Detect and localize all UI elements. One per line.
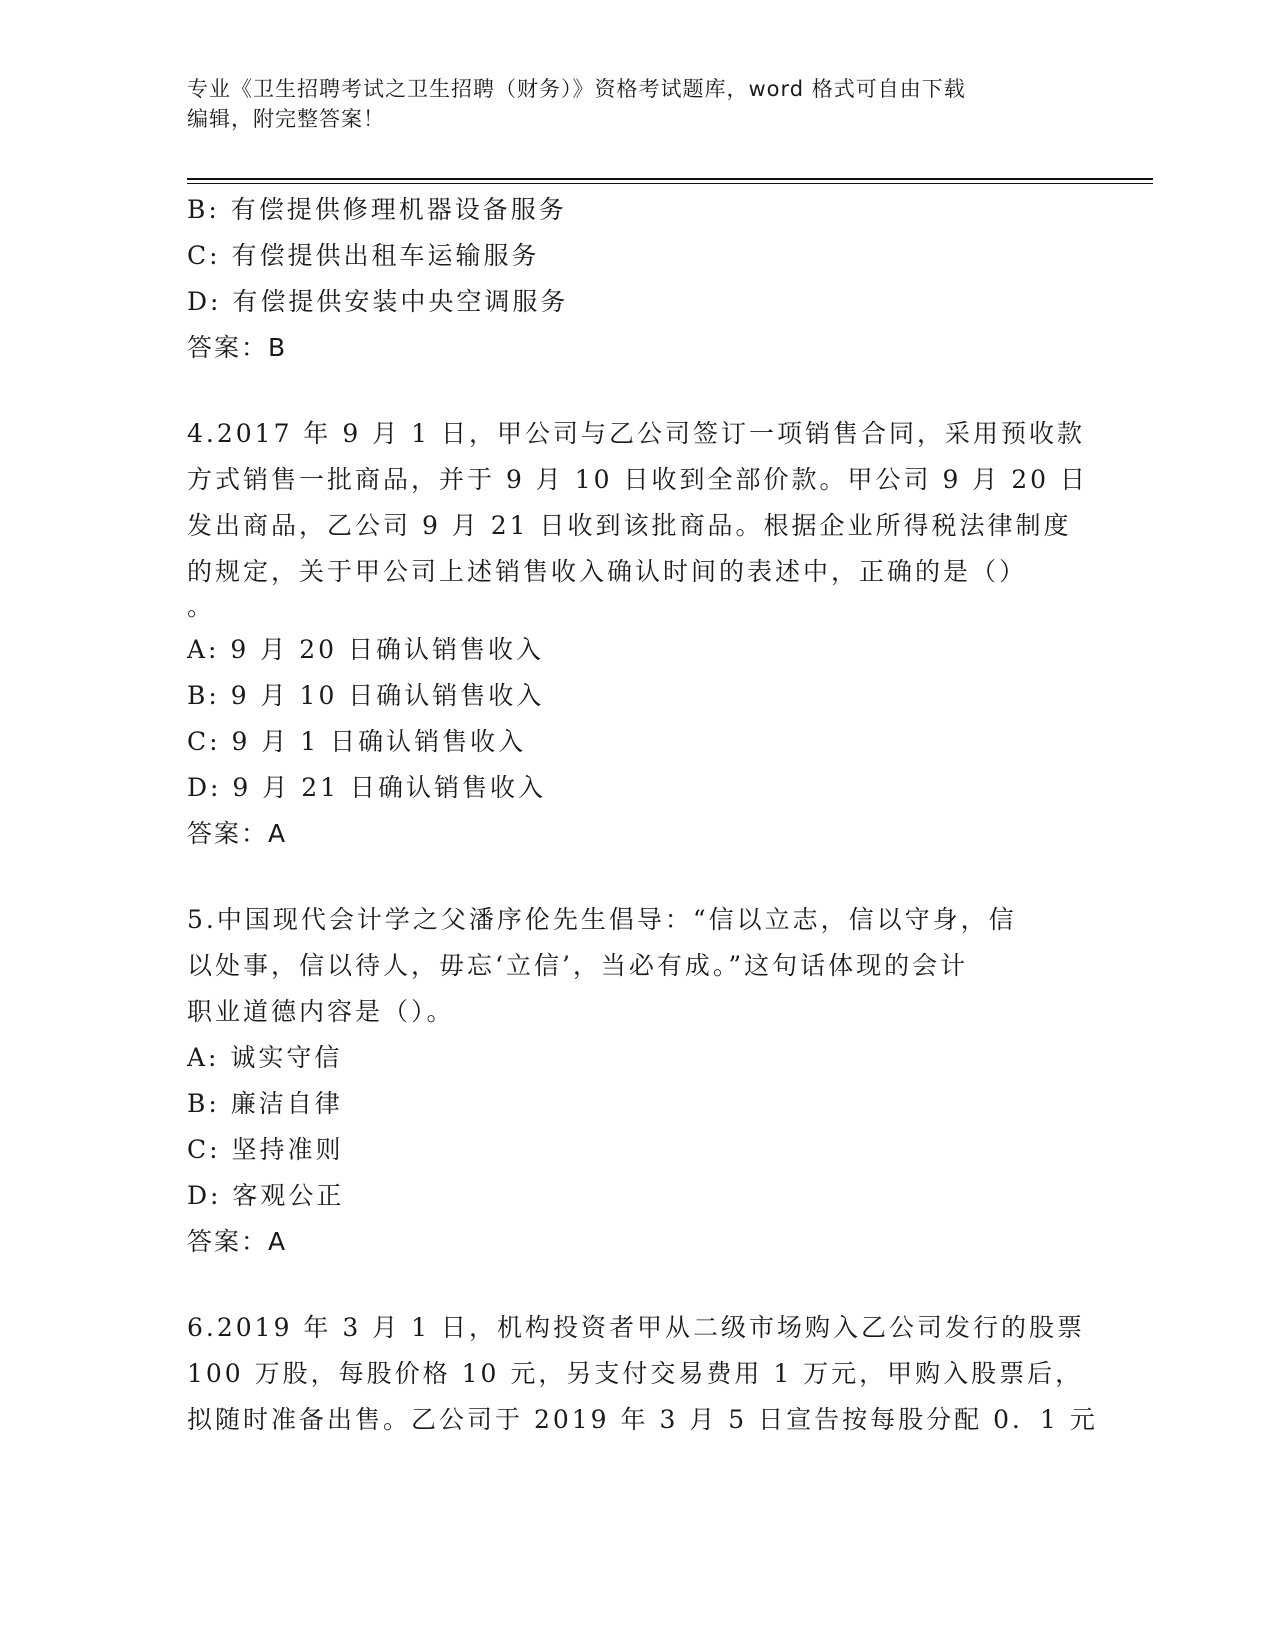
- question-stem-line: 职业道德内容是（）。: [187, 997, 455, 1026]
- question-5: [187, 897, 1067, 1265]
- option-b: B: 有偿提供修理机器设备服务: [187, 195, 567, 224]
- option-a: A: 诚实守信: [187, 1043, 343, 1072]
- answer: 答案：A: [187, 1227, 288, 1256]
- question-stem-line: 5.中国现代会计学之父潘序伦先生倡导：“信以立志，信以守身，信: [187, 905, 1017, 934]
- question-stem-line: 方式销售一批商品，并于 9 月 10 日收到全部价款。甲公司 9 月 20 日: [187, 465, 1089, 494]
- option-c: C: 坚持准则: [187, 1135, 344, 1164]
- option-a: A: 9 月 20 日确认销售收入: [187, 635, 544, 664]
- option-b: B: 廉洁自律: [187, 1089, 343, 1118]
- option-c: C: 有偿提供出租车运输服务: [187, 241, 540, 270]
- question-stem-line: 6.2019 年 3 月 1 日，机构投资者甲从二级市场购入乙公司发行的股票: [187, 1313, 1086, 1342]
- question-stem-line: 拟随时准备出售。乙公司于 2019 年 3 月 5 日宣告按每股分配 0．1 元: [187, 1405, 1098, 1434]
- question-3: [187, 187, 1067, 371]
- question-stem-line: 100 万股，每股价格 10 元，另支付交易费用 1 万元，甲购入股票后，: [187, 1359, 1084, 1388]
- answer: 答案：A: [187, 819, 288, 848]
- option-c: C: 9 月 1 日确认销售收入: [187, 727, 527, 756]
- question-stem-line: 4.2017 年 9 月 1 日，甲公司与乙公司签订一项销售合同，采用预收款: [187, 419, 1086, 448]
- header-line-1: 专业《卫生招聘考试之卫生招聘（财务）》资格考试题库，word 格式可自由下载: [187, 77, 966, 101]
- spacer: [187, 857, 1067, 897]
- document-header: [187, 74, 1087, 134]
- spacer: [187, 371, 1067, 411]
- question-4: [187, 411, 1089, 857]
- header-rule-thin: [187, 183, 1153, 184]
- header-rule-thick: [187, 178, 1153, 180]
- question-stem-line: 发出商品，乙公司 9 月 21 日收到该批商品。根据企业所得税法律制度: [187, 511, 1072, 540]
- question-6: [187, 1305, 1098, 1443]
- option-d: D: 有偿提供安装中央空调服务: [187, 287, 569, 316]
- answer: 答案：B: [187, 333, 288, 362]
- option-d: D: 客观公正: [187, 1181, 345, 1210]
- header-line-2: 编辑，附完整答案！: [187, 107, 385, 131]
- question-content: [187, 187, 1098, 1443]
- option-d: D: 9 月 21 日确认销售收入: [187, 773, 546, 802]
- question-stem-line: 。: [187, 592, 216, 621]
- question-stem-line: 的规定，关于甲公司上述销售收入确认时间的表述中，正确的是（）: [187, 557, 1028, 586]
- option-b: B: 9 月 10 日确认销售收入: [187, 681, 545, 710]
- question-stem-line: 以处事，信以待人，毋忘‘立信’，当必有成。”这句话体现的会计: [187, 951, 969, 980]
- spacer: [187, 1265, 1067, 1305]
